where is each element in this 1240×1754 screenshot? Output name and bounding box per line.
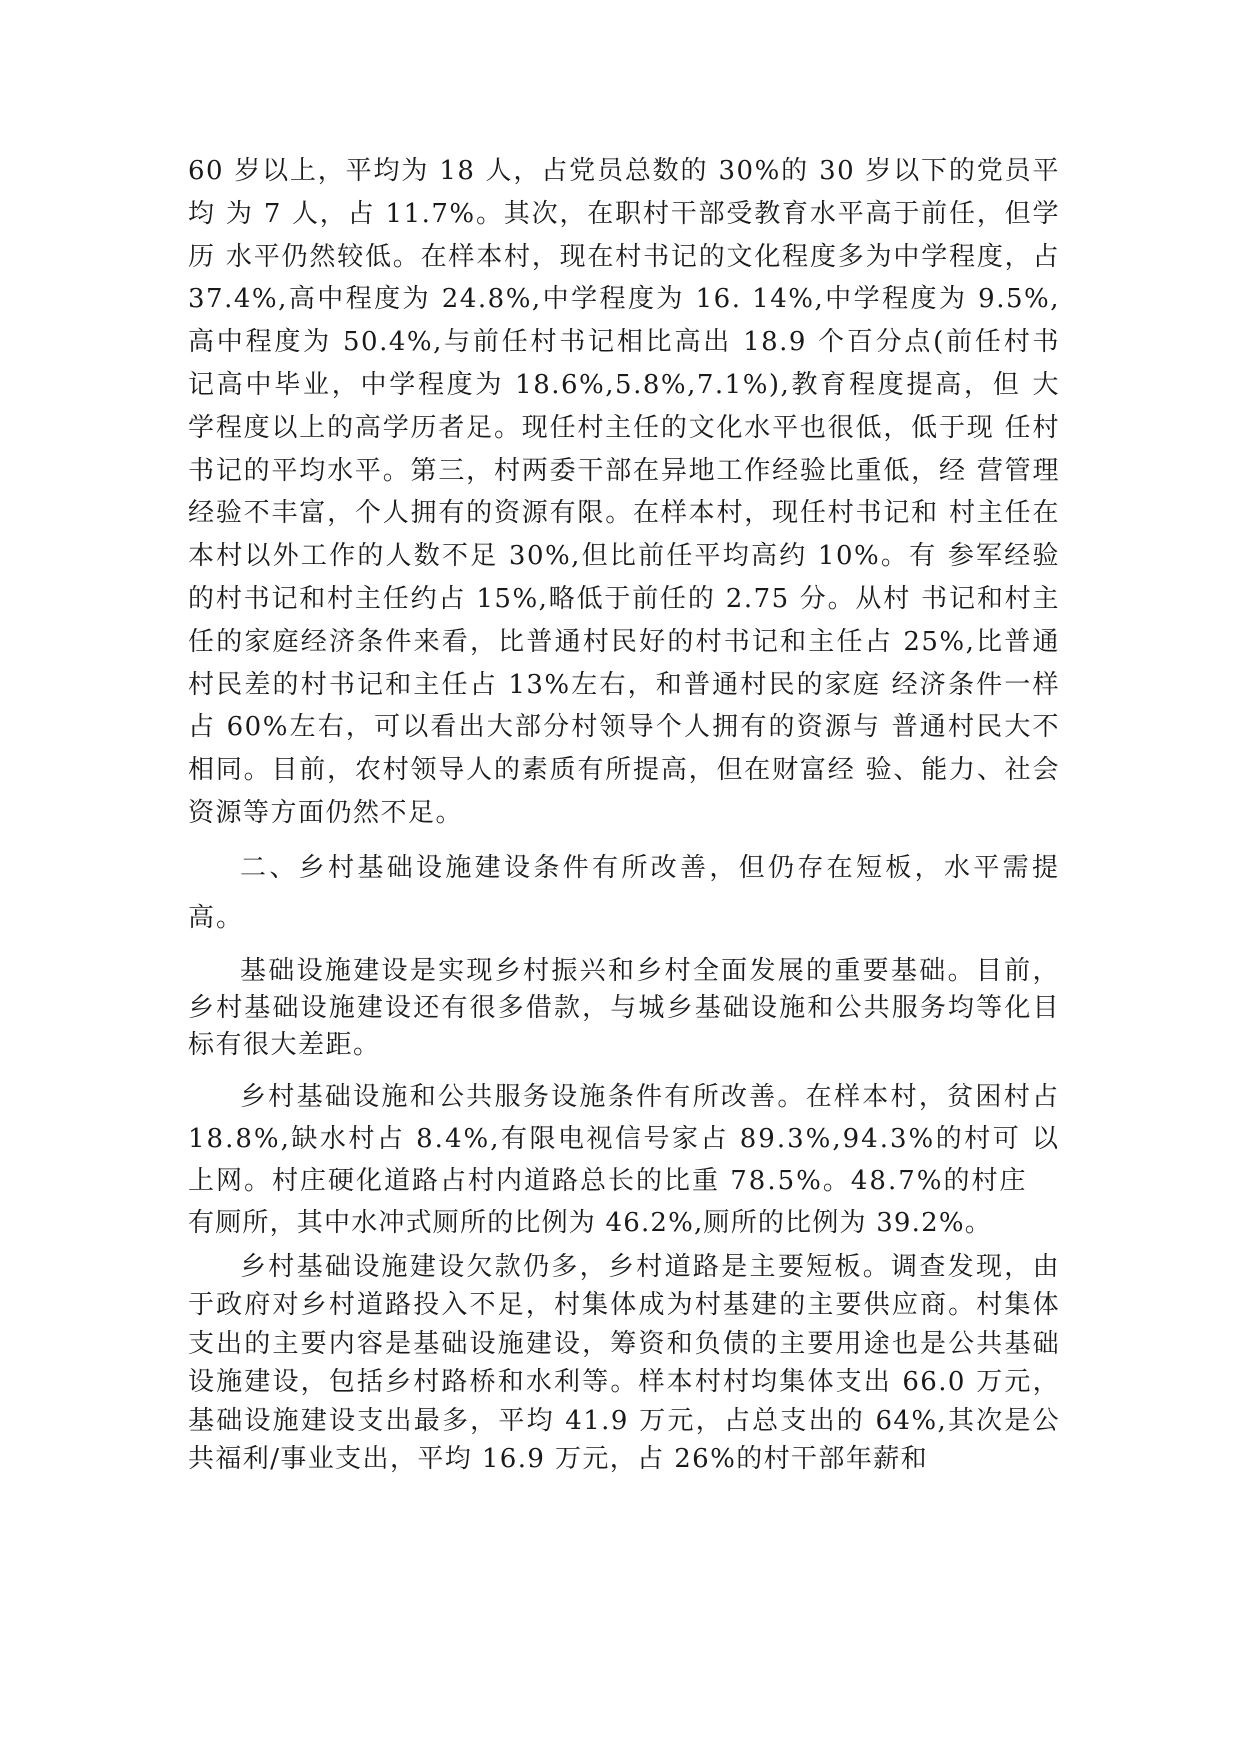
body-paragraph: 乡村基础设施建设欠款仍多，乡村道路是主要短板。调查发现，由于政府对乡村道路投入不足，村集体成为村基建的主要供应商。村集体支出的主要内容是基础设施建设，筹资和负债的主要用途也是公共基础设施建设，包括乡村路桥和水利等。样本村村均集体支出 66.0 万元，基础设施建设支出最多，平均 41.9 万元，占总支出的 64%,其次是公共福利/事业支出，平均 16.9 万元，占 26%的村干部年薪和 bbox=[188, 1251, 1060, 1475]
body-paragraph: 基础设施建设是实现乡村振兴和乡村全面发展的重要基础。目前，乡村基础设施建设还有很多借款，与城乡基础设施和公共服务均等化目标有很大差距。 bbox=[188, 955, 1060, 1060]
document-page bbox=[188, 150, 1060, 1479]
body-paragraph: 乡村基础设施和公共服务设施条件有所改善。在样本村，贫困村占 18.8%,缺水村占 8.4%,有限电视信号家占 89.3%,94.3%的村可 以上网。村庄硬化道路占村内道路总长的比重 78.5%。48.7%的村庄 bbox=[188, 1081, 1060, 1196]
body-paragraph: 60 岁以上，平均为 18 人，占党员总数的 30%的 30 岁以下的党员平均 为 7 人，占 11.7%。其次，在职村干部受教育水平高于前任，但学历 水平仍然较低。在样本村，现在村书记的文化程度多为中学程度，占 37.4%,高中程度为 24.8%,中学程度为 16. 14%,中学程度为 9.5%, 高中程度为 50.4%,与前任村书记相比高出 18.9 个百分点(前任村书 记高中毕业，中学程度为 18.6%,5.8%,7.1%),教育程度提高，但 大学程度以上的高学历者足。现任村主任的文化水平也很低，低于现 任村书记的平均水平。第三，村两委干部在异地工作经验比重低，经 营管理经验不丰富，个人拥有的资源有限。在样本村，现任村书记和 村主任在本村以外工作的人数不足 30%,但比前任平均高约 10%。有 参军经验的村书记和村主任约占 15%,略低于前任的 2.75 分。从村 书记和村主任的家庭经济条件来看，比普通村民好的村书记和主任占 25%,比普通村民差的村书记和主任占 13%左右，和普通村民的家庭 经济条件一样占 60%左右，可以看出大部分村领导个人拥有的资源与 普通村民大不相同。目前，农村领导人的素质有所提高，但在财富经 验、能力、社会资源等方面仍然不足。 bbox=[188, 156, 1060, 828]
body-paragraph-continuation: 有厕所，其中水冲式厕所的比例为 46.2%,厕所的比例为 39.2%。 bbox=[188, 1207, 992, 1238]
section-heading: 二、乡村基础设施建设条件有所改善，但仍存在短板，水平需提高。 bbox=[188, 852, 1060, 933]
